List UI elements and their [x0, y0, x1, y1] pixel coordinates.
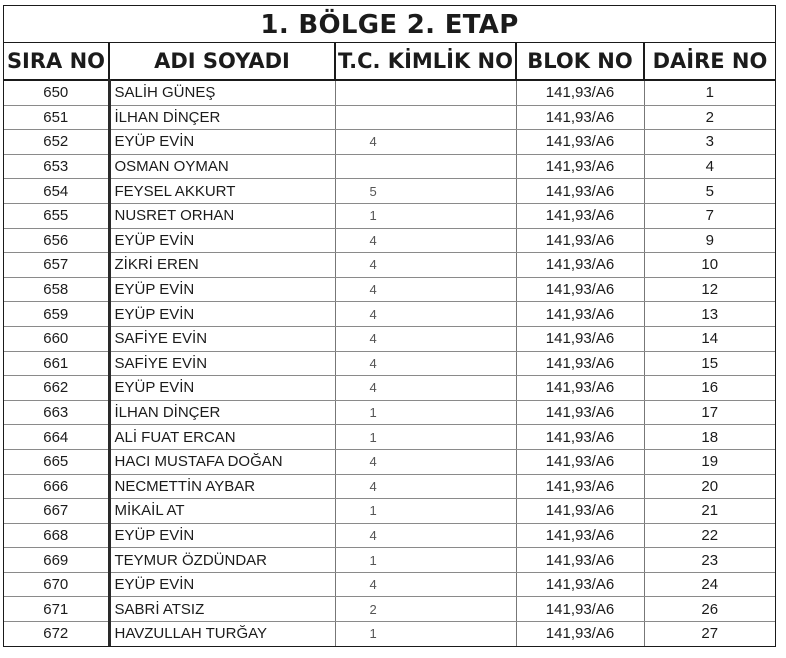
table-row — [4, 105, 775, 130]
name-cell: EYÜP EVİN — [109, 228, 335, 253]
sira-no-cell: 662 — [4, 376, 109, 401]
tc-cell — [335, 622, 516, 646]
sira-no-cell: 651 — [4, 105, 109, 130]
header-blok-no: BLOK NO — [516, 43, 644, 80]
name-cell: SALİH GÜNEŞ — [109, 80, 335, 105]
blok-no-cell: 141,93/A6 — [516, 179, 644, 204]
header-daire-no: DAİRE NO — [644, 43, 775, 80]
sira-no-cell: 668 — [4, 523, 109, 548]
tc-cell — [335, 277, 516, 302]
name-cell: EYÜP EVİN — [109, 523, 335, 548]
table-row — [4, 376, 775, 401]
blok-no-cell: 141,93/A6 — [516, 597, 644, 622]
daire-no-cell: 21 — [644, 499, 775, 524]
sira-no-cell: 655 — [4, 203, 109, 228]
blok-no-cell: 141,93/A6 — [516, 449, 644, 474]
sira-no-cell: 656 — [4, 228, 109, 253]
blok-no-cell: 141,93/A6 — [516, 80, 644, 105]
table-row — [4, 80, 775, 105]
document-sheet — [3, 5, 776, 647]
daire-no-cell: 19 — [644, 449, 775, 474]
name-cell: SABRİ ATSIZ — [109, 597, 335, 622]
blok-no-cell: 141,93/A6 — [516, 154, 644, 179]
tc-partial-digit: 4 — [369, 306, 377, 322]
sira-no-cell: 672 — [4, 622, 109, 646]
tc-cell — [335, 105, 516, 130]
table-row — [4, 425, 775, 450]
daire-no-cell: 5 — [644, 179, 775, 204]
tc-partial-digit: 5 — [369, 183, 377, 199]
daire-no-cell: 23 — [644, 548, 775, 573]
table-row — [4, 154, 775, 179]
name-cell: FEYSEL AKKURT — [109, 179, 335, 204]
sira-no-cell: 654 — [4, 179, 109, 204]
sira-no-cell: 661 — [4, 351, 109, 376]
tc-cell — [335, 572, 516, 597]
table-row — [4, 400, 775, 425]
sira-no-cell: 660 — [4, 326, 109, 351]
tc-partial-digit: 4 — [369, 257, 377, 273]
daire-no-cell: 17 — [644, 400, 775, 425]
blok-no-cell: 141,93/A6 — [516, 622, 644, 646]
table-row — [4, 302, 775, 327]
table-row — [4, 449, 775, 474]
daire-no-cell: 10 — [644, 253, 775, 278]
tc-cell — [335, 130, 516, 155]
tc-partial-digit: 1 — [369, 626, 377, 642]
tc-partial-digit: 4 — [369, 282, 377, 298]
name-cell: NECMETTİN AYBAR — [109, 474, 335, 499]
tc-partial-digit: 1 — [369, 208, 377, 224]
daire-no-cell: 3 — [644, 130, 775, 155]
tc-partial-digit: 4 — [369, 331, 377, 347]
blok-no-cell: 141,93/A6 — [516, 499, 644, 524]
blok-no-cell: 141,93/A6 — [516, 253, 644, 278]
sira-no-cell: 664 — [4, 425, 109, 450]
name-cell: İLHAN DİNÇER — [109, 105, 335, 130]
blok-no-cell: 141,93/A6 — [516, 228, 644, 253]
tc-cell — [335, 499, 516, 524]
tc-cell — [335, 228, 516, 253]
table-row — [4, 474, 775, 499]
tc-partial-digit: 4 — [369, 355, 377, 371]
name-cell: EYÜP EVİN — [109, 376, 335, 401]
tc-cell — [335, 400, 516, 425]
table-row — [4, 499, 775, 524]
name-cell: SAFİYE EVİN — [109, 351, 335, 376]
sira-no-cell: 671 — [4, 597, 109, 622]
tc-partial-digit: 4 — [369, 380, 377, 396]
daire-no-cell: 1 — [644, 80, 775, 105]
table-row — [4, 548, 775, 573]
sira-no-cell: 657 — [4, 253, 109, 278]
tc-partial-digit: 4 — [369, 577, 377, 593]
daire-no-cell: 12 — [644, 277, 775, 302]
name-cell: EYÜP EVİN — [109, 277, 335, 302]
blok-no-cell: 141,93/A6 — [516, 425, 644, 450]
tc-cell — [335, 179, 516, 204]
daire-no-cell: 14 — [644, 326, 775, 351]
daire-no-cell: 24 — [644, 572, 775, 597]
blok-no-cell: 141,93/A6 — [516, 400, 644, 425]
residents-table — [4, 43, 775, 646]
table-row — [4, 228, 775, 253]
daire-no-cell: 20 — [644, 474, 775, 499]
name-cell: MİKAİL AT — [109, 499, 335, 524]
blok-no-cell: 141,93/A6 — [516, 326, 644, 351]
name-cell: EYÜP EVİN — [109, 130, 335, 155]
sira-no-cell: 667 — [4, 499, 109, 524]
tc-partial-digit: 1 — [369, 552, 377, 568]
name-cell: HACI MUSTAFA DOĞAN — [109, 449, 335, 474]
tc-cell — [335, 425, 516, 450]
blok-no-cell: 141,93/A6 — [516, 572, 644, 597]
daire-no-cell: 7 — [644, 203, 775, 228]
tc-cell — [335, 253, 516, 278]
sira-no-cell: 652 — [4, 130, 109, 155]
daire-no-cell: 26 — [644, 597, 775, 622]
blok-no-cell: 141,93/A6 — [516, 376, 644, 401]
table-row — [4, 277, 775, 302]
table-row — [4, 130, 775, 155]
blok-no-cell: 141,93/A6 — [516, 523, 644, 548]
sira-no-cell: 650 — [4, 80, 109, 105]
table-header-row — [4, 43, 775, 80]
tc-partial-digit: 4 — [369, 232, 377, 248]
tc-partial-digit: 1 — [369, 503, 377, 519]
blok-no-cell: 141,93/A6 — [516, 203, 644, 228]
header-adi-soyadi: ADI SOYADI — [109, 43, 335, 80]
name-cell: İLHAN DİNÇER — [109, 400, 335, 425]
daire-no-cell: 18 — [644, 425, 775, 450]
table-row — [4, 253, 775, 278]
daire-no-cell: 13 — [644, 302, 775, 327]
name-cell: ALİ FUAT ERCAN — [109, 425, 335, 450]
sira-no-cell: 658 — [4, 277, 109, 302]
page-title: 1. BÖLGE 2. ETAP — [4, 6, 775, 43]
tc-cell — [335, 523, 516, 548]
tc-cell — [335, 203, 516, 228]
tc-partial-digit: 4 — [369, 454, 377, 470]
tc-partial-digit: 1 — [369, 405, 377, 421]
tc-cell — [335, 154, 516, 179]
blok-no-cell: 141,93/A6 — [516, 302, 644, 327]
tc-cell — [335, 326, 516, 351]
sira-no-cell: 670 — [4, 572, 109, 597]
blok-no-cell: 141,93/A6 — [516, 351, 644, 376]
table-row — [4, 572, 775, 597]
tc-cell — [335, 474, 516, 499]
blok-no-cell: 141,93/A6 — [516, 130, 644, 155]
header-sira-no: SIRA NO — [4, 43, 109, 80]
name-cell: TEYMUR ÖZDÜNDAR — [109, 548, 335, 573]
tc-partial-digit: 2 — [369, 601, 377, 617]
table-row — [4, 203, 775, 228]
tc-cell — [335, 449, 516, 474]
name-cell: SAFİYE EVİN — [109, 326, 335, 351]
name-cell: EYÜP EVİN — [109, 572, 335, 597]
tc-partial-digit: 4 — [369, 134, 377, 150]
daire-no-cell: 2 — [644, 105, 775, 130]
tc-cell — [335, 80, 516, 105]
blok-no-cell: 141,93/A6 — [516, 105, 644, 130]
table-row — [4, 179, 775, 204]
daire-no-cell: 22 — [644, 523, 775, 548]
tc-partial-digit: 4 — [369, 478, 377, 494]
daire-no-cell: 15 — [644, 351, 775, 376]
tc-cell — [335, 548, 516, 573]
table-row — [4, 622, 775, 646]
daire-no-cell: 4 — [644, 154, 775, 179]
header-tc-kimlik-no: T.C. KİMLİK NO — [335, 43, 516, 80]
table-row — [4, 326, 775, 351]
tc-cell — [335, 351, 516, 376]
tc-cell — [335, 302, 516, 327]
sira-no-cell: 666 — [4, 474, 109, 499]
sira-no-cell: 659 — [4, 302, 109, 327]
table-body — [4, 80, 775, 646]
tc-cell — [335, 376, 516, 401]
blok-no-cell: 141,93/A6 — [516, 474, 644, 499]
name-cell: EYÜP EVİN — [109, 302, 335, 327]
tc-cell — [335, 597, 516, 622]
table-row — [4, 597, 775, 622]
name-cell: ZİKRİ EREN — [109, 253, 335, 278]
name-cell: NUSRET ORHAN — [109, 203, 335, 228]
blok-no-cell: 141,93/A6 — [516, 277, 644, 302]
sira-no-cell: 665 — [4, 449, 109, 474]
daire-no-cell: 9 — [644, 228, 775, 253]
table-row — [4, 351, 775, 376]
sira-no-cell: 653 — [4, 154, 109, 179]
sira-no-cell: 669 — [4, 548, 109, 573]
table-row — [4, 523, 775, 548]
sira-no-cell: 663 — [4, 400, 109, 425]
daire-no-cell: 16 — [644, 376, 775, 401]
name-cell: OSMAN OYMAN — [109, 154, 335, 179]
tc-partial-digit: 1 — [369, 429, 377, 445]
tc-partial-digit: 4 — [369, 527, 377, 543]
blok-no-cell: 141,93/A6 — [516, 548, 644, 573]
name-cell: HAVZULLAH TURĞAY — [109, 622, 335, 646]
daire-no-cell: 27 — [701, 625, 719, 643]
